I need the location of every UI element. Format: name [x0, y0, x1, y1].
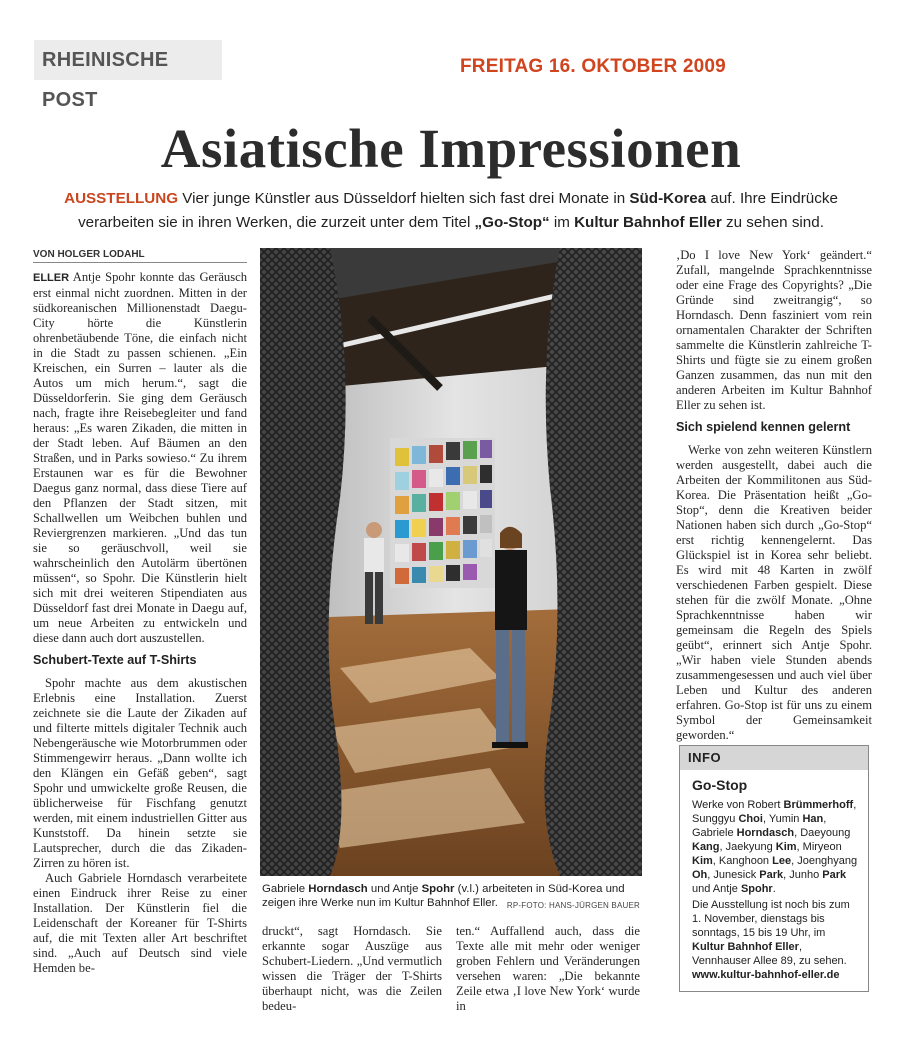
lead-place: Süd-Korea — [629, 190, 707, 207]
masthead: RHEINISCHE POST — [34, 40, 222, 80]
info-artist-name: Lee — [772, 855, 792, 867]
subheading-go-stop: Sich spielend kennen gelernt — [676, 420, 851, 434]
info-artist-name: Brümmerhoff — [783, 799, 854, 811]
caption-text-3: (v.l.) arbeiteten in Süd-Korea und zeigen ihre Werke nun im Kultur Bahnhof Eller. — [262, 883, 625, 909]
info-artist-separator: , Junesick — [707, 869, 760, 881]
info-artist-separator: , Gabriele — [692, 813, 827, 839]
info-artists — [692, 798, 860, 896]
lead-exhibition-title: „Go-Stop“ — [474, 214, 550, 231]
info-artist-name: Park — [759, 869, 784, 881]
article-photo — [260, 248, 642, 876]
info-header: INFO — [680, 746, 868, 770]
article-column-4 — [676, 248, 872, 743]
info-artist-name: Horndasch — [736, 827, 795, 839]
article-column-2: druckt“, sagt Horndasch. Sie erkannte sogar Auszüge aus Schubert-Liedern. „Und vermutlich wissen die Träger der T-Shirts überhaupt nicht, was die Zeilen bedeu- — [262, 924, 442, 1013]
info-body — [680, 770, 868, 982]
caption-name-spohr: Spohr — [421, 883, 455, 895]
lead-text-4: zu sehen sind. — [721, 214, 824, 231]
caption-text-1: Gabriele — [262, 883, 309, 895]
info-venue: Kultur Bahnhof Eller — [692, 941, 799, 953]
info-artist-name: Spohr — [740, 883, 773, 895]
caption-text-2: und Antje — [367, 883, 422, 895]
paragraph-3: Auch Gabriele Horndasch verarbeitete einen Eindruck ihrer Reise zu einer Installation. Der Künstlerin fiel die Leidenschaft der Koreaner für T-Shirts auf, die mit Texten aller Art beschriftet sind. „Auch auf Deutsch sind viele Hemden be- — [33, 871, 247, 975]
paragraph-1-text: Antje Spohr konnte das Geräusch erst einmal nicht zuordnen. Mitten in der südkoreanischen Millionenstadt Daegu-City hörte die Künstlerin ohrenbetäubende Töne, die einfach nicht in die Stadt zu passen schienen. „Ein Kreischen, ein Surren – lauter als die Autos um mich herum.“, sagt die Düsseldorferin. Sie ging dem Geräusch nach, fragte ihre Reisebegleiter und fand heraus: „Es waren Zikaden, die mitten in der Stadt leben. Auf Bäumen an den Straßen, und in Parks sowieso.“ Zu ihrem Erstaunen war es für die Bewohner Daegus ganz normal, dass diese Tiere auf den Pflanzen der Stadt sitzen, mit Schallwellen um Weibchen buhlen und Reviergrenzen markieren. „Und das tun sie so geräuschvoll, weil sie wahrscheinlich den Autolärm übertönen müssen“, so Spohr. Die Künstlerin hielt sich mit drei weiteren Stipendiaten aus Düsseldorf fast drei Monate in Daegu auf, um neue Arbeiten zu entwickeln und diese dann auch dort auszustellen. — [33, 270, 247, 645]
subheading-schubert: Schubert-Texte auf T-Shirts — [33, 653, 197, 667]
info-title: Go-Stop — [692, 777, 748, 793]
info-artist-name: Kang — [692, 841, 720, 853]
info-artist-separator: , Junho — [783, 869, 823, 881]
gallery-photo-illustration — [260, 248, 642, 876]
lead-text-1: Vier junge Künstler aus Düsseldorf hielten sich fast drei Monate in — [178, 190, 630, 207]
t-shirt-wall — [390, 438, 495, 588]
photo-caption — [262, 882, 640, 913]
photo-credit: RP-FOTO: HANS-JÜRGEN BAUER — [506, 901, 640, 910]
paragraph-2: Spohr machte aus dem akustischen Erlebnis eine Installation. Zuerst zeichnete sie die Laute der Zikaden auf und filterte mittels digitaler Technik auch Nebengeräusche wie Motorbrummen oder Stimmengewirr heraus. „Dann wollte ich den Klängen ein Gefäß geben“, sagt Spohr und umwickelte große Reusen, die üblicherweise für Fischfang genutzt werden, mit einem industriellen Gitter aus Kunststoff. Da hinein setzte sie Lautsprecher, durch die das Zikaden-Zirren zu hören ist. — [33, 676, 247, 870]
paragraph-5: Werke von zehn weiteren Künstlern werden ausgestellt, dabei auch die Arbeiten der Kommilitonen aus Süd-Korea. Die Präsentation heißt „Go-Stop“, denn die Kreativen beider Nationen haben sich durch „Go-Stop“ erst richtig kennengelernt. Das Glückspiel ist in Korea sehr beliebt. Es wird mit 48 Karten in zwölf verschiedenen Farben gespielt. Diese stehen für die zwölf Monate. „Ohne Sprachkenntnisse haben wir gemeinsam die Regeln des Spiels geübt“, erinnert sich Antje Spohr. „Wir haben viele Stunden abends zusammengesessen und auch viel über Leben und Kultur des anderen erfahren. Go-Stop ist für uns zu einem Symbol der Gemeinsamkeit geworden.“ — [676, 443, 872, 742]
info-artist-name: Han — [802, 813, 824, 825]
info-hours-text: Die Ausstellung ist noch bis zum 1. November, dienstags bis sonntags, 15 bis 19 Uhr, im — [692, 899, 850, 939]
lead-text-2: auf. Ihre Eindrücke verarbeiten sie in ihren Werken, die zurzeit unter dem Titel — [78, 190, 838, 231]
info-artist-name: Kim — [692, 855, 713, 867]
info-address: , Vennhauser Allee 89, zu sehen. — [692, 941, 847, 967]
info-hours — [692, 898, 860, 968]
info-artist-separator: , Joenghyang — [791, 855, 858, 867]
info-artist-separator: , Jaekyung — [719, 841, 776, 853]
article-column-3: ten.“ Auffallend auch, dass die Texte alle mit mehr oder weniger groben Fehlern und Veränderungen versehen waren: „Die bekannte Zeile etwa ‚I love New York‘ wurde in — [456, 924, 640, 1013]
info-website-link[interactable]: www.kultur-bahnhof-eller.de — [692, 969, 840, 981]
paragraph-1 — [33, 270, 247, 646]
info-artist-separator: , Yumin — [762, 813, 803, 825]
info-artist-name: Kim — [775, 841, 797, 853]
lead-venue: Kultur Bahnhof Eller — [574, 214, 722, 231]
lead-paragraph — [30, 187, 872, 235]
info-artist-separator: , Miryeon — [796, 841, 842, 853]
caption-name-horndasch: Horndasch — [308, 883, 368, 895]
info-artist-separator: , Kanghoon — [712, 855, 773, 867]
info-artist-name: Choi — [738, 813, 763, 825]
info-artist-separator: und Antje — [692, 883, 741, 895]
byline: VON HOLGER LODAHL — [33, 249, 247, 263]
article-column-1 — [33, 270, 247, 976]
net-sculpture-right — [544, 248, 642, 876]
info-artist-separator: , Sunggyu — [692, 799, 857, 825]
paragraph-4: ‚Do I love New York‘ geändert.“ Zufall, mangelnde Sprachkenntnisse oder eine Frage des Copyrights? „Die Gründe sind zweitrangig“, so Horndasch. Denn fasziniert vom rein ornamentalen Charakter der Schriften sammelte die Künstlerin zahlreiche T-Shirts und fügte sie zu einem großen Ganzen zusammen, das nun mit den anderen Arbeiten im Kultur Bahnhof Eller zu sehen ist. — [676, 248, 872, 412]
lead-text-3: im — [549, 214, 575, 231]
info-box — [679, 745, 869, 992]
issue-date: FREITAG 16. OKTOBER 2009 — [460, 56, 726, 77]
dateline: ELLER — [33, 272, 70, 284]
info-artist-separator: , Daeyoung — [794, 827, 851, 839]
lead-kicker: AUSSTELLUNG — [64, 190, 179, 207]
info-artist-separator: . — [772, 883, 776, 895]
info-artist-name: Park — [822, 869, 847, 881]
info-artist-name: Oh — [692, 869, 708, 881]
headline: Asiatische Impressionen — [160, 118, 742, 179]
info-works-intro: Werke von Robert — [692, 799, 784, 811]
